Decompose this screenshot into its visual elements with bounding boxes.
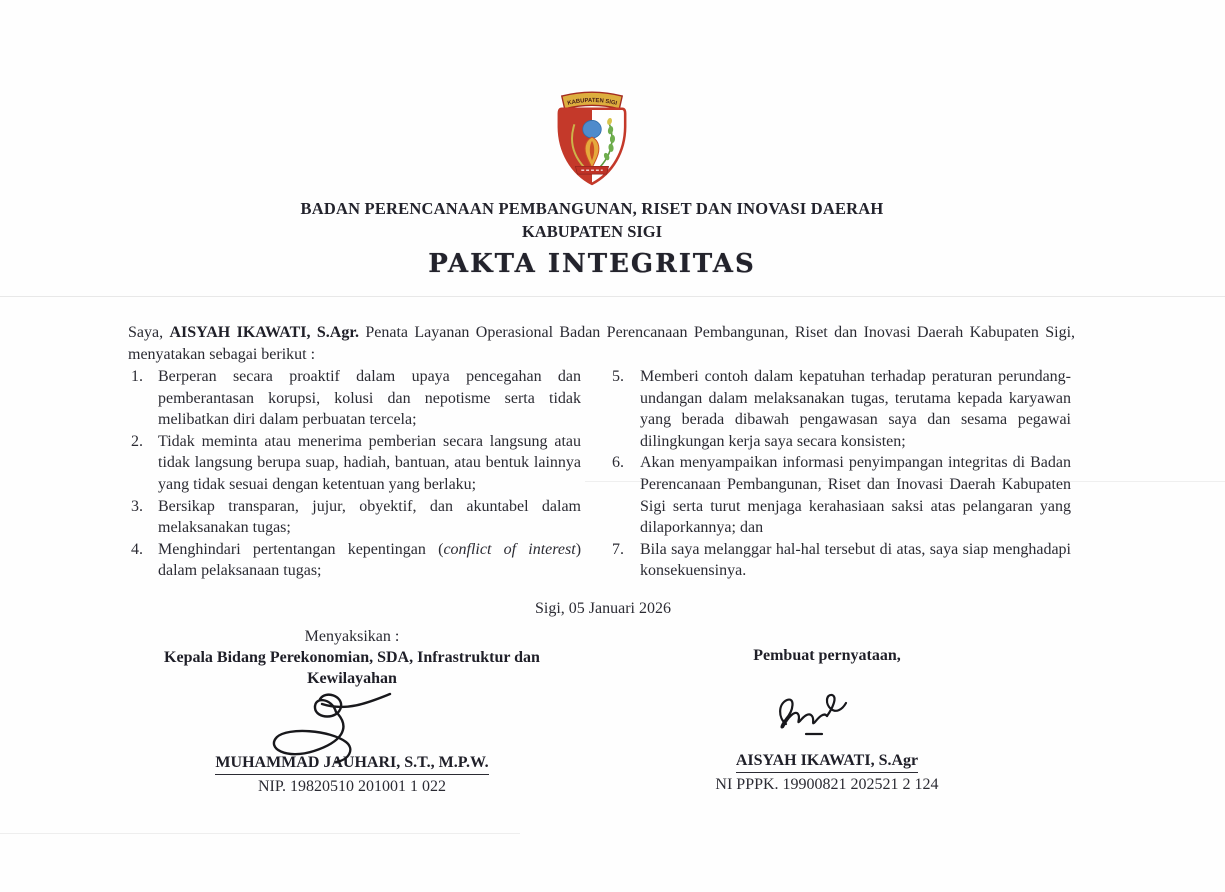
item-text: Bersikap transparan, jujur, obyektif, dan akuntabel dalam melaksanakan tugas; xyxy=(158,497,581,537)
opening-statement xyxy=(128,322,1075,366)
item-number: 2. xyxy=(131,432,143,450)
pledge-list-left xyxy=(131,366,581,582)
pledge-list-right xyxy=(612,366,1071,582)
agency-name: BADAN PERENCANAAN PEMBANGUNAN, RISET DAN INOVASI DAERAH xyxy=(300,199,884,218)
item-text: Berperan secara proaktif dalam upaya pencegahan dan pemberantasan korupsi, kolusi dan nepotisme serta tidak melibatkan diri dalam perbuatan tercela; xyxy=(158,368,581,429)
list-item xyxy=(612,539,1071,582)
item-number: 4. xyxy=(131,540,143,558)
intro-rest: Penata Layanan Operasional Badan Perencanaan Pembangunan, Riset dan Inovasi Daerah Kabupaten Sigi, menyatakan sebagai berikut : xyxy=(128,324,1076,363)
item-text xyxy=(158,539,581,582)
item-number: 3. xyxy=(131,497,143,515)
witness-role-line2: Kewilayahan xyxy=(307,670,397,687)
item-text-italic: conflict of interest xyxy=(443,540,576,558)
agency-region: KABUPATEN SIGI xyxy=(521,222,663,241)
item-text: Akan menyampaikan informasi penyimpangan integritas di Badan Perencanaan Pembangunan, Riset dan Inovasi Daerah Kabupaten Sigi serta turut menjaga kerahasiaan saksi atas pelangaran yang dilaporkannya; dan xyxy=(640,454,1071,537)
item-text-post: ) dalam pelaksanaan tugas; xyxy=(158,540,582,580)
declarant-name: AISYAH IKAWATI, S.Agr xyxy=(736,750,918,773)
declarant-label: Pembuat pernyataan, xyxy=(753,647,901,664)
agency-header xyxy=(0,199,1184,242)
kabupaten-sigi-seal-icon xyxy=(552,89,632,187)
item-text: Memberi contoh dalam kepatuhan terhadap peraturan perundang-undangan dalam melaksanakan tugas, terutama kepada karyawan yang berada dibawah pengawasan saya dan sesama pegawai dilingkungan kerja saya secara konsisten; xyxy=(640,368,1071,450)
scan-artifact-line xyxy=(0,296,1225,297)
item-number: 5. xyxy=(612,368,624,385)
item-text: Tidak meminta atau menerima pemberian secara langsung atau tidak langsung berupa suap, hadiah, bantuan, atau bentuk lainnya yang tidak sesuai dengan ketentuan yang berlaku; xyxy=(158,432,581,493)
item-number: 7. xyxy=(612,540,624,558)
witness-name: MUHAMMAD JAUHARI, S.T., M.P.W. xyxy=(215,752,488,775)
list-item xyxy=(131,431,581,496)
item-number: 1. xyxy=(131,368,143,385)
intro-prefix: Saya, xyxy=(128,324,170,341)
item-text-pre: Menghindari pertentangan kepentingan ( xyxy=(158,540,444,558)
document-title: PAKTA INTEGRITAS xyxy=(428,249,756,279)
list-item xyxy=(131,496,581,539)
witness-role-line1: Kepala Bidang Perekonomian, SDA, Infrastruktur dan xyxy=(164,649,540,666)
declarant-nip: NI PPPK. 19900821 202521 2 124 xyxy=(715,776,939,793)
list-item xyxy=(131,366,581,431)
item-text: Bila saya melanggar hal-hal tersebut di atas, saya siap menghadapi konsekuensinya. xyxy=(640,540,1071,580)
declarant-signature-block xyxy=(627,645,1027,795)
list-item xyxy=(612,452,1071,538)
witness-signature-block xyxy=(132,626,572,797)
declarant-name-inline: AISYAH IKAWATI, S.Agr. xyxy=(169,324,359,341)
seal-banner-text: KABUPATEN SIGI xyxy=(567,97,618,108)
witness-nip: NIP. 19820510 201001 1 022 xyxy=(257,778,446,795)
scan-artifact-line xyxy=(0,833,520,834)
list-item xyxy=(131,539,581,582)
list-item xyxy=(612,366,1071,452)
place-date-line: Sigi, 05 Januari 2026 xyxy=(535,600,671,617)
witness-label: Menyaksikan : xyxy=(304,628,400,645)
item-number: 6. xyxy=(612,454,624,472)
